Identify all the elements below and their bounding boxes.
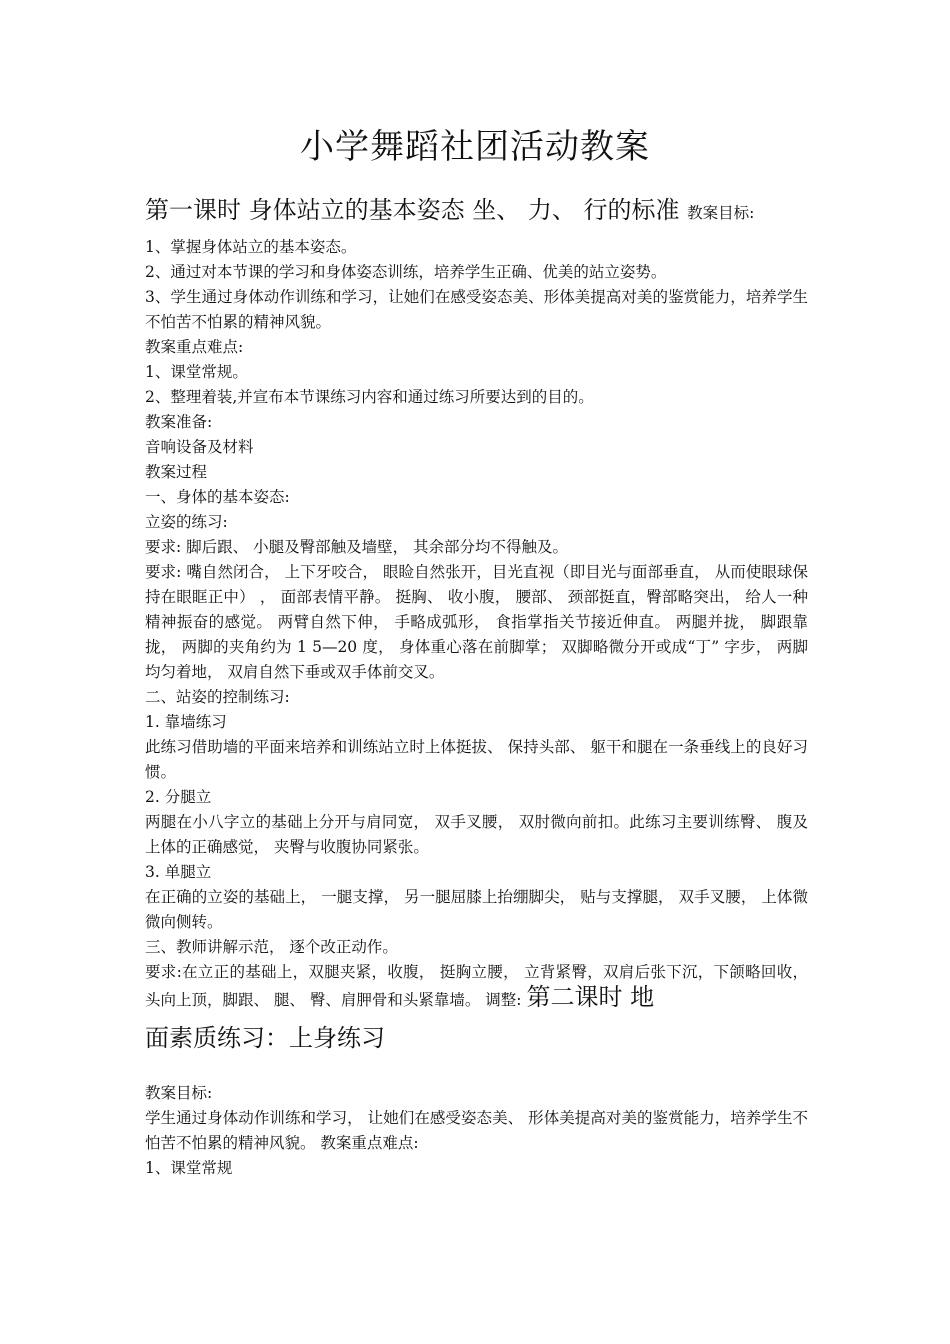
document-body [145,188,808,1181]
lesson1-goal-label: 教案目标: [687,204,755,222]
lesson1-section-3: 三、教师讲解示范， 逐个改正动作。 [145,938,398,956]
lesson1-goal-2: 2、通过对本节课的学习和身体姿态训练，培养学生正确、优美的站立姿势。 [145,263,667,281]
exercise-1-text: 此练习借助墙的平面来培养和训练站立时上体挺拔、 保持头部、 躯干和腿在一条垂线上的良好习惯。 [145,738,808,781]
lesson1-key-label: 教案重点难点: [145,338,244,356]
lesson1-prep-label: 教案准备: [145,413,213,431]
lesson1-key-1: 1、课堂常规。 [145,363,248,381]
exercise-3-title: 3. 单腿立 [145,863,212,881]
lesson2-heading-part2: 面素质练习：上身练习 [145,1024,385,1052]
lesson2-heading-part1: 第二课时 地 [526,983,655,1011]
lesson2-key-1: 1、课堂常规 [145,1159,233,1177]
lesson1-requirement-2: 要求: 嘴自然闭合， 上下牙咬合， 眼睑自然张开，目光直视（即目光与面部垂直， 从而使眼球保持在眼眶正中） ， 面部表情平静。 挺胸、 收小腹， 腰部、 颈部挺直，臀部略突出， 给人一种精神振奋的感觉。 两臂自然下伸， 手略成弧形， 食指掌指关节接近伸直。 两腿并拢， 脚跟靠拢， 两脚的夹角约为 1 5—20 度， 身体重心落在前脚掌； 双脚略微分开或成“丁” 字步， 两脚均匀着地， 双肩自然下垂或双手体前交叉。 [145,563,808,681]
lesson1-section-1: 一、身体的基本姿态: [145,488,290,506]
lesson2-goal-label: 教案目标: [145,1084,213,1102]
exercise-2-text: 两腿在小八字立的基础上分开与肩同宽， 双手叉腰， 双肘微向前扣。此练习主要训练臀、 腹及上体的正确感觉， 夹臀与收腹协同紧张。 [145,813,808,856]
lesson1-goal-3: 3、学生通过身体动作训练和学习，让她们在感受姿态美、形体美提高对美的鉴赏能力，培养学生不怕苦不怕累的精神风貌。 [145,288,808,331]
lesson1-heading-text: 第一课时 身体站立的基本姿态 坐、 力、 行的标准 [145,196,680,224]
exercise-1-title: 1. 靠墙练习 [145,713,227,731]
document-title: 小学舞蹈社团活动教案 [300,126,650,167]
lesson1-heading [145,188,808,235]
lesson1-section-2: 二、站姿的控制练习: [145,688,290,706]
exercise-3-text: 在正确的立姿的基础上， 一腿支撑， 另一腿屈膝上抬绷脚尖， 贴与支撑腿， 双手叉腰， 上体微微向侧转。 [145,888,808,931]
lesson1-requirement-3-text: 要求:在立正的基础上，双腿夹紧，收腹， 挺胸立腰， 立背紧臀，双肩后张下沉，下颌略回收，头向上顶，脚跟、 腿、 臀、肩胛骨和头紧靠墙。 调整: [145,963,808,1009]
lesson1-prep: 音响设备及材料 [145,438,254,456]
lesson1-requirement-3 [145,960,808,1013]
lesson1-process-label: 教案过程 [145,463,208,481]
lesson1-goal-1: 1、掌握身体站立的基本姿态。 [145,238,357,256]
lesson1-requirement-1: 要求: 脚后跟、 小腿及臀部触及墙壁， 其余部分均不得触及。 [145,538,569,556]
lesson1-stand-label: 立姿的练习: [145,513,228,531]
exercise-2-title: 2. 分腿立 [145,788,212,806]
lesson2-goal-text: 学生通过身体动作训练和学习， 让她们在感受姿态美、 形体美提高对美的鉴赏能力，培养学生不怕苦不怕累的精神风貌。 教案重点难点: [145,1109,808,1152]
lesson1-key-2: 2、整理着装,并宣布本节课练习内容和通过练习所要达到的目的。 [145,388,594,406]
